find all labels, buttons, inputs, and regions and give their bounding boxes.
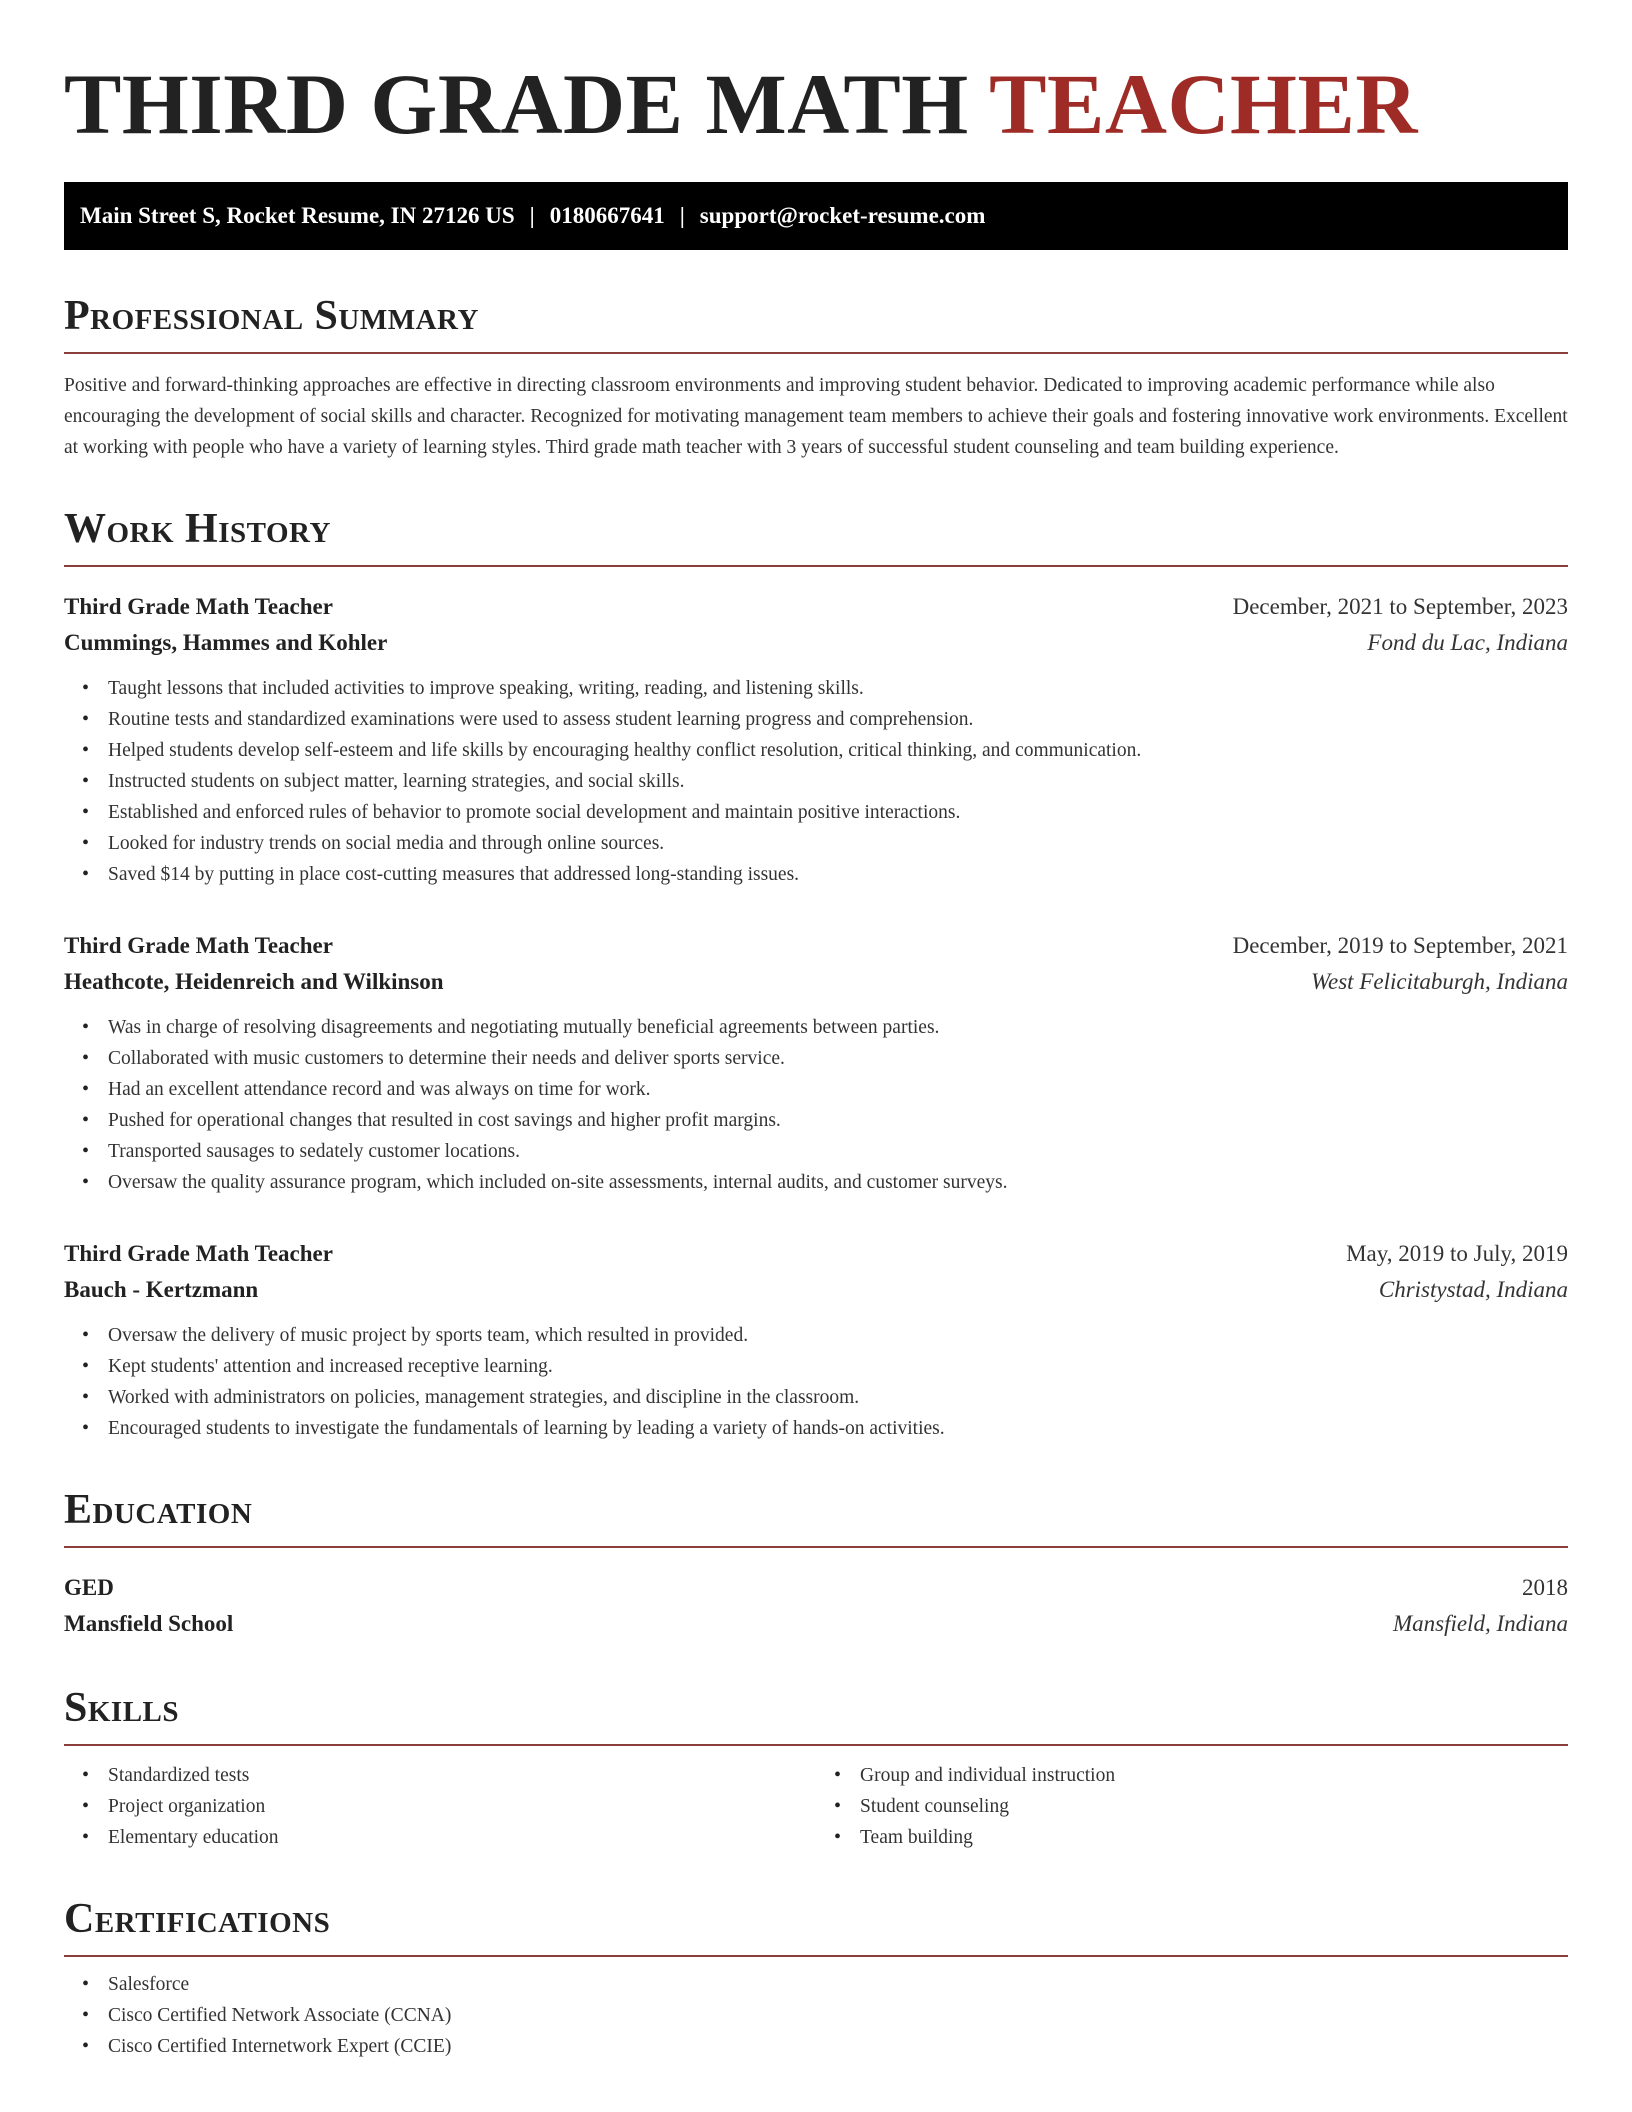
list-item: • Helped students develop self-esteem and life skills by encouraging healthy conflict resolution, critical thinking, and communication. [108,735,1568,766]
list-item: • Had an excellent attendance record and was always on time for work. [108,1074,1568,1105]
list-item: • Standardized tests [108,1760,816,1791]
list-item: • Was in charge of resolving disagreements and negotiating mutually beneficial agreements between parties. [108,1012,1568,1043]
skills-section [64,1684,1568,1853]
list-item: • Student counseling [860,1791,1568,1822]
education-entry [64,1570,1568,1642]
list-item: • Looked for industry trends on social media and through online sources. [108,828,1568,859]
education-degree: GED [64,1575,114,1600]
contact-address: Main Street S, Rocket Resume, IN 27126 US [80,203,515,228]
contact-separator: | [679,203,685,228]
list-item: • Elementary education [108,1822,816,1853]
job-header-row [64,589,1568,625]
education-year: 2018 [1522,1575,1568,1600]
certifications-heading: Certifications [64,1895,1568,1957]
job-role: Third Grade Math Teacher [64,933,333,958]
job-header-row [64,928,1568,964]
job-header-row [64,1236,1568,1272]
list-item: • Worked with administrators on policies, management strategies, and discipline in the classroom. [108,1382,1568,1413]
job-bullets [64,1012,1568,1198]
job-dates: May, 2019 to July, 2019 [1346,1241,1568,1266]
job-role: Third Grade Math Teacher [64,1241,333,1266]
education-section [64,1486,1568,1642]
list-item: • Salesforce [108,1969,1568,2000]
list-item: • Team building [860,1822,1568,1853]
job-dates: December, 2019 to September, 2021 [1232,933,1568,958]
list-item: • Cisco Certified Internetwork Expert (CCIE) [108,2031,1568,2062]
skills-grid [64,1760,1568,1853]
job-role: Third Grade Math Teacher [64,594,333,619]
contact-phone: 0180667641 [549,203,665,228]
title-main: THIRD GRADE MATH [64,56,969,152]
list-item: • Oversaw the quality assurance program, which included on-site assessments, internal audits, and customer surveys. [108,1167,1568,1198]
job-company-row [64,1272,1568,1308]
list-item: • Saved $14 by putting in place cost-cutting measures that addressed long-standing issues. [108,859,1568,890]
job-entry [64,928,1568,1198]
job-location: Christystad, Indiana [1378,1277,1568,1302]
skills-column-left [64,1760,816,1853]
job-company: Heathcote, Heidenreich and Wilkinson [64,969,444,994]
education-location: Mansfield, Indiana [1392,1611,1568,1636]
contact-bar [64,182,1568,250]
job-location: Fond du Lac, Indiana [1367,630,1568,655]
education-header-row [64,1570,1568,1606]
education-heading: Education [64,1486,1568,1548]
list-item: • Taught lessons that included activities to improve speaking, writing, reading, and listening skills. [108,673,1568,704]
list-item: • Routine tests and standardized examinations were used to assess student learning progress and comprehension. [108,704,1568,735]
list-item: • Transported sausages to sedately customer locations. [108,1136,1568,1167]
job-bullets [64,1320,1568,1444]
contact-email: support@rocket-resume.com [699,203,986,228]
job-company: Cummings, Hammes and Kohler [64,630,388,655]
work-history-section [64,505,1568,1444]
skills-column-right [816,1760,1568,1853]
list-item: • Oversaw the delivery of music project by sports team, which resulted in provided. [108,1320,1568,1351]
list-item: • Group and individual instruction [860,1760,1568,1791]
job-entry [64,1236,1568,1444]
list-item: • Instructed students on subject matter, learning strategies, and social skills. [108,766,1568,797]
summary-section [64,292,1568,463]
list-item: • Collaborated with music customers to determine their needs and deliver sports service. [108,1043,1568,1074]
job-bullets [64,673,1568,890]
summary-text: Positive and forward-thinking approaches are effective in directing classroom environments and improving student behavior. Dedicated to improving academic performance while also encouraging the development of social skills and character. Recognized for motivating management team members to achieve their goals and fostering innovative work environments. Excellent at working with people who have a variety of learning styles. Third grade math teacher with 3 years of successful student counseling and team building experience. [64,375,1568,458]
list-item: • Cisco Certified Network Associate (CCNA) [108,2000,1568,2031]
job-location: West Felicitaburgh, Indiana [1310,969,1568,994]
candidate-title [64,56,1568,152]
education-school-row [64,1606,1568,1642]
job-company-row [64,964,1568,1000]
certifications-list [64,1969,1568,2062]
list-item: • Established and enforced rules of behavior to promote social development and maintain positive interactions. [108,797,1568,828]
work-history-heading: Work History [64,505,1568,567]
contact-separator: | [529,203,535,228]
job-entry [64,589,1568,890]
education-school: Mansfield School [64,1611,234,1636]
job-dates: December, 2021 to September, 2023 [1232,594,1568,619]
list-item: • Kept students' attention and increased receptive learning. [108,1351,1568,1382]
skills-heading: Skills [64,1684,1568,1746]
list-item: • Pushed for operational changes that resulted in cost savings and higher profit margins. [108,1105,1568,1136]
list-item: • Project organization [108,1791,816,1822]
job-company-row [64,625,1568,661]
summary-heading: Professional Summary [64,292,1568,354]
list-item: • Encouraged students to investigate the fundamentals of learning by leading a variety of hands-on activities. [108,1413,1568,1444]
title-accent: TEACHER [989,56,1418,152]
certifications-section [64,1895,1568,2062]
job-company: Bauch - Kertzmann [64,1277,259,1302]
